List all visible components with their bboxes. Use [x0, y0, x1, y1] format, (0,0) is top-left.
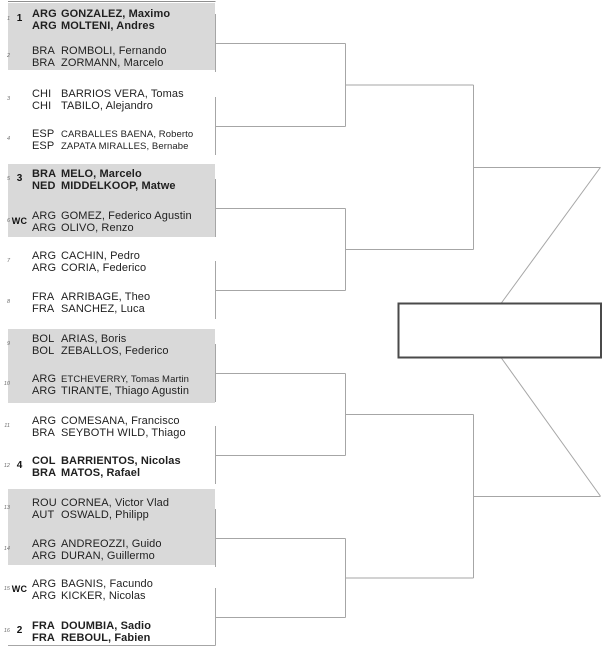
line-number: 15: [3, 586, 10, 592]
player-name: OSWALD, Philipp: [61, 509, 149, 521]
player-name: GOMEZ, Federico Agustin: [61, 210, 192, 222]
line-number: 4: [6, 136, 10, 142]
line-number: 16: [3, 628, 10, 634]
player-name: MATOS, Rafael: [61, 467, 141, 479]
player-country: ROU: [32, 497, 57, 509]
player-country: ESP: [32, 140, 55, 152]
player-country: BOL: [32, 345, 55, 357]
player-name: SANCHEZ, Luca: [61, 303, 145, 315]
player-country: ARG: [32, 373, 57, 385]
player-name: REBOUL, Fabien: [61, 632, 151, 644]
player-name: MOLTENI, Andres: [61, 20, 155, 32]
player-name: COMESANA, Francisco: [61, 415, 180, 427]
player-name: ETCHEVERRY, Tomas Martin: [61, 374, 190, 385]
player-country: BRA: [32, 168, 57, 180]
line-number: 3: [6, 96, 10, 102]
player-country: COL: [32, 455, 56, 467]
player-country: ARG: [32, 578, 57, 590]
seed-label: 2: [16, 625, 23, 636]
round1-connectors: [216, 14, 346, 646]
player-country: CHI: [32, 88, 52, 100]
player-name: MIDDELKOOP, Matwe: [61, 180, 176, 192]
line-number: 13: [3, 505, 10, 511]
line-number: 6: [6, 218, 10, 224]
final-box: [399, 304, 602, 358]
player-country: FRA: [32, 620, 55, 632]
seed-label: WC: [11, 584, 28, 594]
line-number: 14: [3, 546, 10, 552]
player-country: BOL: [32, 333, 55, 345]
player-name: ARIAS, Boris: [61, 333, 127, 345]
player-name: BARRIOS VERA, Tomas: [61, 88, 184, 100]
bracket-line: [501, 358, 601, 497]
player-country: AUT: [32, 509, 55, 521]
player-country: ARG: [32, 222, 57, 234]
player-country: ARG: [32, 20, 57, 32]
player-name: ANDREOZZI, Guido: [61, 538, 162, 550]
player-country: ARG: [32, 250, 57, 262]
player-name: DOUMBIA, Sadio: [61, 620, 152, 632]
player-country: BRA: [32, 427, 55, 439]
line-number: 11: [4, 423, 10, 429]
player-name: KICKER, Nicolas: [61, 590, 146, 602]
player-name: BAGNIS, Facundo: [61, 578, 153, 590]
line-number: 5: [6, 176, 10, 182]
line-number: 9: [6, 341, 10, 347]
seed-label: 4: [16, 460, 23, 471]
line-number: 10: [3, 381, 10, 387]
player-country: ARG: [32, 8, 57, 20]
player-country: ARG: [32, 385, 57, 397]
player-country: ARG: [32, 210, 57, 222]
player-country: NED: [32, 180, 56, 192]
line-number: 2: [6, 53, 10, 59]
player-name: DURAN, Guillermo: [61, 550, 155, 562]
player-country: BRA: [32, 467, 57, 479]
player-country: FRA: [32, 291, 55, 303]
player-name: SEYBOTH WILD, Thiago: [61, 427, 186, 439]
player-country: ARG: [32, 538, 57, 550]
player-name: ZEBALLOS, Federico: [61, 345, 169, 357]
player-name: CARBALLES BAENA, Roberto: [61, 129, 194, 140]
player-country: FRA: [32, 303, 55, 315]
seed-label: 1: [16, 13, 23, 24]
line-number: 8: [6, 299, 10, 305]
line-number: 1: [6, 16, 10, 22]
player-country: ARG: [32, 415, 57, 427]
player-country: BRA: [32, 57, 55, 69]
player-country: ARG: [32, 550, 57, 562]
player-country: FRA: [32, 632, 55, 644]
player-name: BARRIENTOS, Nicolas: [61, 455, 181, 467]
player-name: ZORMANN, Marcelo: [61, 57, 164, 69]
player-name: MELO, Marcelo: [61, 168, 142, 180]
player-name: CORNEA, Victor Vlad: [61, 497, 170, 509]
bracket-line: [501, 167, 601, 303]
player-name: TABILO, Alejandro: [61, 100, 153, 112]
player-name: GONZALEZ, Maximo: [61, 8, 171, 20]
player-name: ZAPATA MIRALLES, Bernabe: [61, 141, 189, 152]
player-name: CORIA, Federico: [61, 262, 147, 274]
player-name: ARRIBAGE, Theo: [61, 291, 151, 303]
player-name: CACHIN, Pedro: [61, 250, 140, 262]
player-country: ARG: [32, 262, 57, 274]
seed-label: WC: [11, 216, 28, 226]
player-country: ESP: [32, 128, 55, 140]
player-name: OLIVO, Renzo: [61, 222, 134, 234]
player-country: BRA: [32, 45, 55, 57]
player-name: TIRANTE, Thiago Agustin: [61, 385, 190, 397]
line-number: 7: [6, 258, 10, 264]
sheet-border-lines: [8, 2, 216, 646]
player-country: ARG: [32, 590, 57, 602]
player-name: ROMBOLI, Fernando: [61, 45, 167, 57]
line-number: 12: [3, 463, 10, 469]
seed-label: 3: [16, 173, 23, 184]
final-winner-box: [399, 304, 602, 358]
player-country: CHI: [32, 100, 52, 112]
